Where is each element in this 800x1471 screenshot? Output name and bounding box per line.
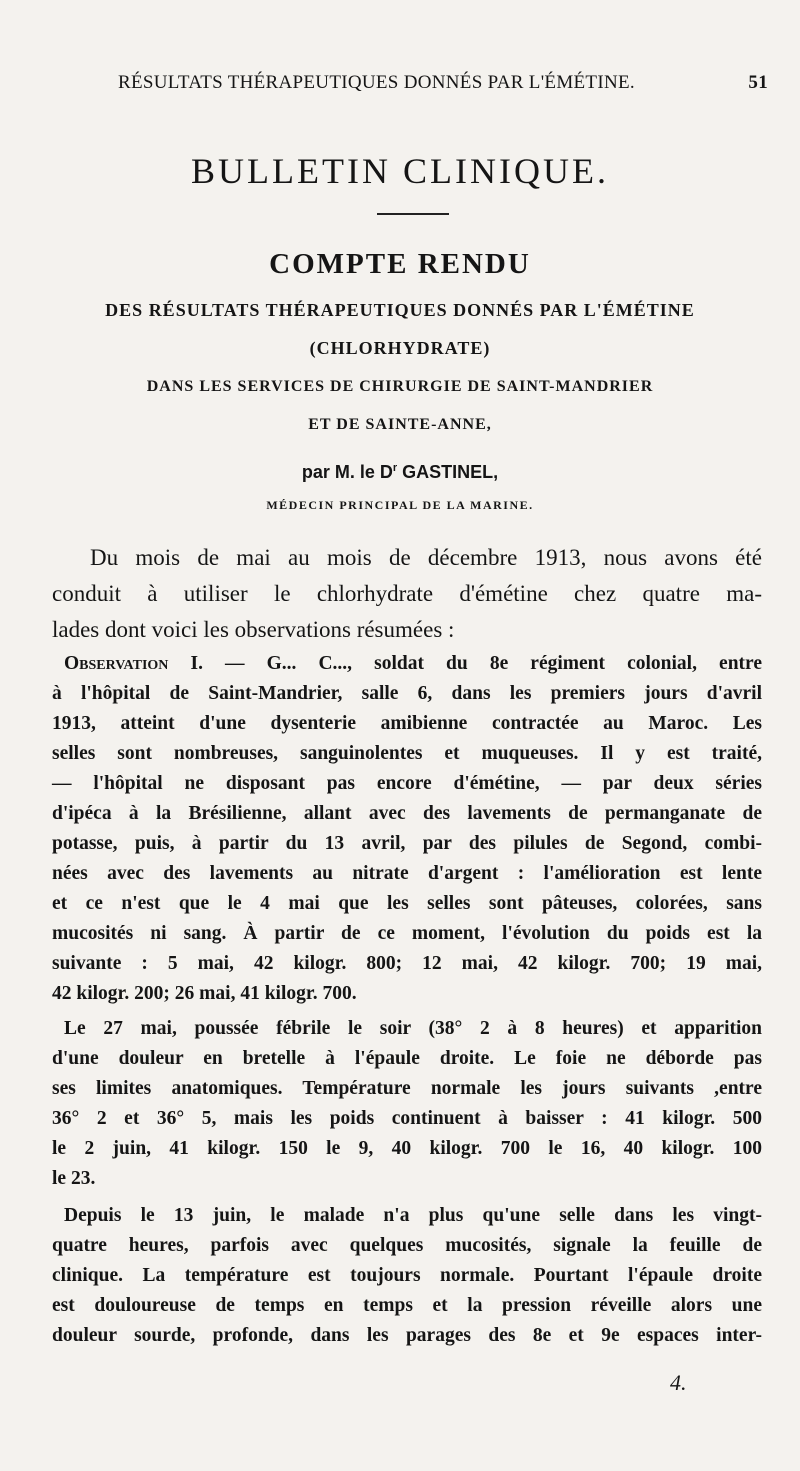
observation-line: d'ipéca à la Brésilienne, allant avec des lavements de permanganate de (52, 803, 762, 824)
observation-line: — l'hôpital ne disposant pas encore d'émétine, — par deux séries (52, 773, 762, 794)
observation-line: potasse, puis, à partir du 13 avril, par des pilules de Segond, combi- (52, 833, 762, 854)
observation-line: à l'hôpital de Saint-Mandrier, salle 6, dans les premiers jours d'avril (52, 683, 762, 704)
observation-line: le 23. (52, 1168, 96, 1189)
observation-line: 1913, atteint d'une dysenterie amibienne contractée au Maroc. Les (52, 713, 762, 734)
intro-line: conduit à utiliser le chlorhydrate d'émétine chez quatre ma- (52, 581, 762, 606)
intro-line: Du mois de mai au mois de décembre 1913, nous avons été (90, 545, 762, 570)
author-line (0, 462, 800, 483)
observation-line: ses limites anatomiques. Température normale les jours suivants ,entre (52, 1078, 762, 1099)
observation-line: 36° 2 et 36° 5, mais les poids continuent à baisser : 41 kilogr. 500 (52, 1108, 762, 1129)
observation-line: mucosités ni sang. À partir de ce moment, l'évolution du poids est la (52, 923, 762, 944)
intro-line: lades dont voici les observations résumées : (52, 617, 455, 642)
observation-line: — G... C..., soldat du 8e régiment colonial, entre (202, 653, 762, 674)
observation-line: clinique. La température est toujours normale. Pourtant l'épaule droite (52, 1265, 762, 1286)
title-divider (377, 213, 449, 215)
observation-line: 42 kilogr. 200; 26 mai, 41 kilogr. 700. (52, 983, 357, 1004)
section-title: BULLETIN CLINIQUE. (191, 151, 609, 191)
observation-label: Observation I. (64, 653, 203, 674)
author-prefix: par M. le D (301, 462, 393, 482)
author-role: MÉDECIN PRINCIPAL DE LA MARINE. (266, 498, 534, 512)
running-head (118, 72, 768, 102)
subtitle-line-2: (CHLORHYDRATE) (309, 338, 491, 358)
observation-line: suivante : 5 mai, 42 kilogr. 800; 12 mai, 42 kilogr. 700; 19 mai, (52, 953, 762, 974)
subtitle-line-1: DES RÉSULTATS THÉRAPEUTIQUES DONNÉS PAR L'ÉMÉTINE (105, 300, 695, 320)
article-heading: COMPTE RENDU (269, 248, 531, 280)
observation-line: Depuis le 13 juin, le malade n'a plus qu'une selle dans les vingt- (64, 1205, 762, 1226)
observation-line: le 2 juin, 41 kilogr. 150 le 9, 40 kilogr. 700 le 16, 40 kilogr. 100 (52, 1138, 762, 1159)
page-number: 51 (748, 72, 768, 93)
observation-line: et ce n'est que le 4 mai que les selles sont pâteuses, colorées, sans (52, 893, 762, 914)
observation-line: d'une douleur en bretelle à l'épaule droite. Le foie ne déborde pas (52, 1048, 762, 1069)
running-head-title: RÉSULTATS THÉRAPEUTIQUES DONNÉS PAR L'ÉMÉTINE. (118, 72, 635, 93)
observation-line: est douloureuse de temps en temps et la pression réveille alors une (52, 1295, 762, 1316)
observation-line: quatre heures, parfois avec quelques mucosités, signale la feuille de (52, 1235, 762, 1256)
observation-line: nées avec des lavements au nitrate d'argent : l'amélioration est lente (52, 863, 762, 884)
signature-mark: 4. (670, 1370, 687, 1395)
observation-first-line (64, 653, 762, 683)
author-title-sup: r (392, 462, 398, 474)
observation-line: selles sont nombreuses, sanguinolentes et muqueuses. Il y est traité, (52, 743, 762, 764)
author-name: GASTINEL, (397, 462, 499, 482)
subtitle-line-3: DANS LES SERVICES DE CHIRURGIE DE SAINT-MANDRIER (146, 378, 654, 395)
observation-line: Le 27 mai, poussée fébrile le soir (38° 2 à 8 heures) et apparition (64, 1018, 762, 1039)
observation-line: douleur sourde, profonde, dans les parages des 8e et 9e espaces inter- (52, 1325, 762, 1346)
subtitle-line-4: ET DE SAINTE-ANNE, (308, 416, 492, 433)
